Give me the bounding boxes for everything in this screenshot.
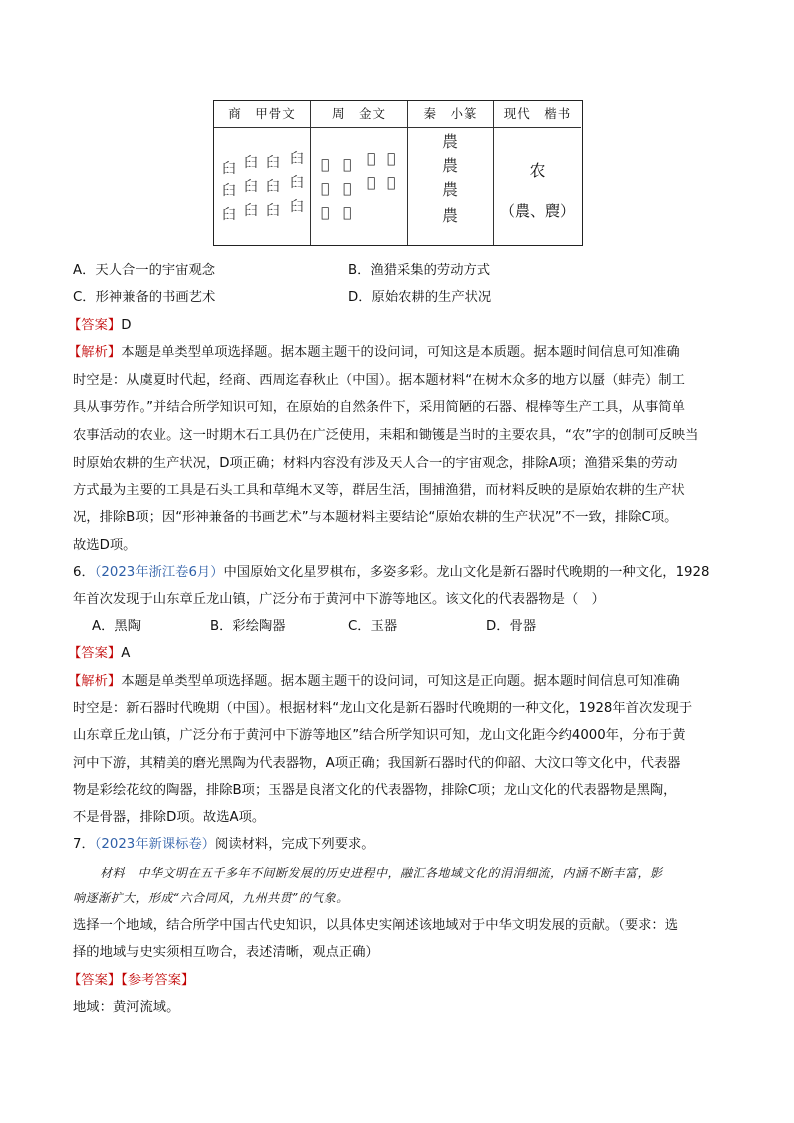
q7-material-line-2: 响逐渐扩大，形成“六合同风，九州共贯”的气象。: [73, 891, 349, 905]
bronze-glyph: 𨐧: [343, 181, 352, 197]
shang-oracle-glyphs: [214, 128, 310, 245]
seal-glyph: 農: [442, 156, 459, 175]
q6-source: （2023年浙江卷6月）: [94, 565, 224, 580]
q6-option-b: B．彩绘陶器: [210, 619, 286, 634]
column-zhou: [311, 101, 408, 245]
zhou-bronze-glyphs: [311, 128, 407, 245]
bronze-glyph: 𨐧: [367, 175, 376, 191]
oracle-glyph: 𦥑: [222, 207, 236, 223]
q5-option-b: B．渔猎采集的劳动方式: [348, 263, 491, 278]
q6-analysis-line-1: 【解析】本题是单类型单项选择题。据本题主题干的设问词，可知这是正向题。据本题时间信息可知准确: [68, 674, 680, 689]
header-qin: 秦 小篆: [408, 101, 493, 128]
oracle-glyph: 𦥑: [266, 179, 280, 195]
q6-analysis-line-6: 不是骨器，排除D项。故选A项。: [73, 810, 266, 825]
header-shang: 商 甲骨文: [214, 101, 310, 128]
q6-option-d: D．骨器: [486, 619, 537, 634]
oracle-glyph: 𦥑: [222, 161, 236, 177]
variant-characters: （農、䢉）: [499, 202, 575, 220]
q7-question-line-2: 择的地域与史实须相互吻合，表述清晰，观点正确）: [73, 945, 379, 960]
oracle-glyph: 𦥑: [244, 179, 258, 195]
oracle-glyph: 𦥑: [266, 155, 280, 171]
q5-analysis-line-2: 时空是：从虞夏时代起，经商、西周迄春秋止（中国）。据本题材料“在树木众多的地方以蜃（蚌壳）制工: [73, 373, 685, 388]
q6-option-c: C．玉器: [348, 619, 398, 634]
oracle-glyph: 𦥑: [222, 183, 236, 199]
column-shang: [214, 101, 311, 245]
q6-stem-line-1: 6．（2023年浙江卷6月）中国原始文化星罗棋布，多姿多彩。龙山文化是新石器时代晚期的一种文化，1928: [73, 565, 710, 580]
q7-source: （2023年新课标卷）: [94, 837, 216, 852]
q5-analysis-line-4: 农事活动的农业。这一时期木石工具仍在广泛使用，耒耜和锄镬是当时的主要农具，“农”字的创制可反映当: [73, 428, 699, 443]
oracle-glyph: 𦥑: [290, 151, 304, 167]
bronze-glyph: 𨐧: [387, 151, 396, 167]
seal-glyph: 農: [442, 132, 459, 151]
answer-value: D: [121, 318, 132, 333]
bronze-glyph: 𨐧: [321, 181, 330, 197]
oracle-glyph: 𦥑: [290, 199, 304, 215]
qin-seal-glyphs: [408, 128, 493, 245]
script-evolution-table: [213, 100, 583, 246]
oracle-glyph: 𦥑: [244, 203, 258, 219]
bronze-glyph: 𨐧: [387, 175, 396, 191]
q6-stem-line-2: 年首次发现于山东章丘龙山镇，广泛分布于黄河中下游等地区。该文化的代表器物是（ ）: [73, 592, 605, 607]
q7-question-line-1: 选择一个地域，结合所学中国古代史知识，以具体史实阐述该地域对于中华文明发展的贡献。（要求：选: [73, 918, 679, 933]
q5-option-d: D．原始农耕的生产状况: [348, 290, 492, 305]
seal-glyph: 農: [442, 180, 459, 199]
bronze-glyph: 𨐧: [343, 205, 352, 221]
bronze-glyph: 𨐧: [321, 205, 330, 221]
q6-analysis-line-4: 河中下游，其精美的磨光黑陶为代表器物，A项正确；我国新石器时代的仰韶、大汶口等文化中，代表器: [73, 756, 681, 771]
analysis-label: 【解析】: [68, 674, 122, 689]
q7-material-line-1: 材料 中华文明在五千多年不间断发展的历史进程中，融汇各地域文化的涓涓细流，内涵不断丰富，影: [100, 866, 663, 880]
q6-analysis-line-2: 时空是：新石器时代晚期（中国）。根据材料“龙山文化是新石器时代晚期的一种文化，1928年首次发现于: [73, 701, 693, 716]
analysis-label: 【解析】: [68, 345, 122, 360]
column-modern: [494, 101, 581, 245]
q7-stem: 7．（2023年新课标卷）阅读材料，完成下列要求。: [73, 837, 375, 852]
modern-regular-script: [494, 128, 581, 245]
q5-analysis-line-8: 故选D项。: [73, 538, 137, 553]
oracle-glyph: 𦥑: [266, 203, 280, 219]
oracle-glyph: 𦥑: [290, 175, 304, 191]
seal-glyph: 農: [442, 206, 459, 225]
bronze-glyph: 𨐧: [343, 157, 352, 173]
answer-label: 【答案】: [68, 318, 122, 333]
q6-analysis-line-3: 山东章丘龙山镇，广泛分布于黄河中下游等地区”结合所学知识可知，龙山文化距今约4000年，分布于黄: [73, 728, 686, 743]
q5-answer: [68, 317, 131, 335]
bronze-glyph: 𨐧: [367, 151, 376, 167]
q5-analysis-line-1: 【解析】本题是单类型单项选择题。据本题主题干的设问词，可知这是本质题。据本题时间信息可知准确: [68, 345, 680, 360]
bronze-glyph: 𨐧: [321, 157, 330, 173]
answer-label: 【答案】: [68, 646, 122, 661]
q6-answer: [68, 645, 130, 663]
modern-character: 农: [529, 161, 546, 180]
q6-option-a: A．黑陶: [92, 619, 141, 634]
q5-option-c: C．形神兼备的书画艺术: [73, 290, 216, 305]
q7-answer-line: 地域：黄河流域。: [73, 1000, 180, 1015]
q5-analysis-line-6: 方式最为主要的工具是石头工具和草绳木叉等，群居生活，围捕渔猎，而材料反映的是原始农耕的生产状: [73, 483, 685, 498]
header-zhou: 周 金文: [311, 101, 407, 128]
q5-analysis-line-7: 况，排除B项；因“形神兼备的书画艺术”与本题材料主要结论“原始农耕的生产状况”不一致，排除C项。: [73, 510, 678, 525]
q5-analysis-line-5: 时原始农耕的生产状况，D项正确；材料内容没有涉及天人合一的宇宙观念，排除A项；渔猎采集的劳动: [73, 456, 678, 471]
q6-analysis-line-5: 物是彩绘花纹的陶器，排除B项；玉器是良渚文化的代表器物，排除C项；龙山文化的代表器物是黑陶，: [73, 783, 677, 798]
q5-analysis-line-3: 具从事劳作。”并结合所学知识可知，在原始的自然条件下，采用简陋的石器、棍棒等生产工具，从事简单: [73, 400, 685, 415]
oracle-glyph: 𦥑: [244, 155, 258, 171]
q5-option-a: A．天人合一的宇宙观念: [73, 263, 216, 278]
q7-answer-label: 【答案】【参考答案】: [68, 973, 195, 988]
answer-value: A: [121, 646, 131, 661]
header-modern: 现代 楷书: [494, 101, 581, 128]
column-qin: [408, 101, 494, 245]
